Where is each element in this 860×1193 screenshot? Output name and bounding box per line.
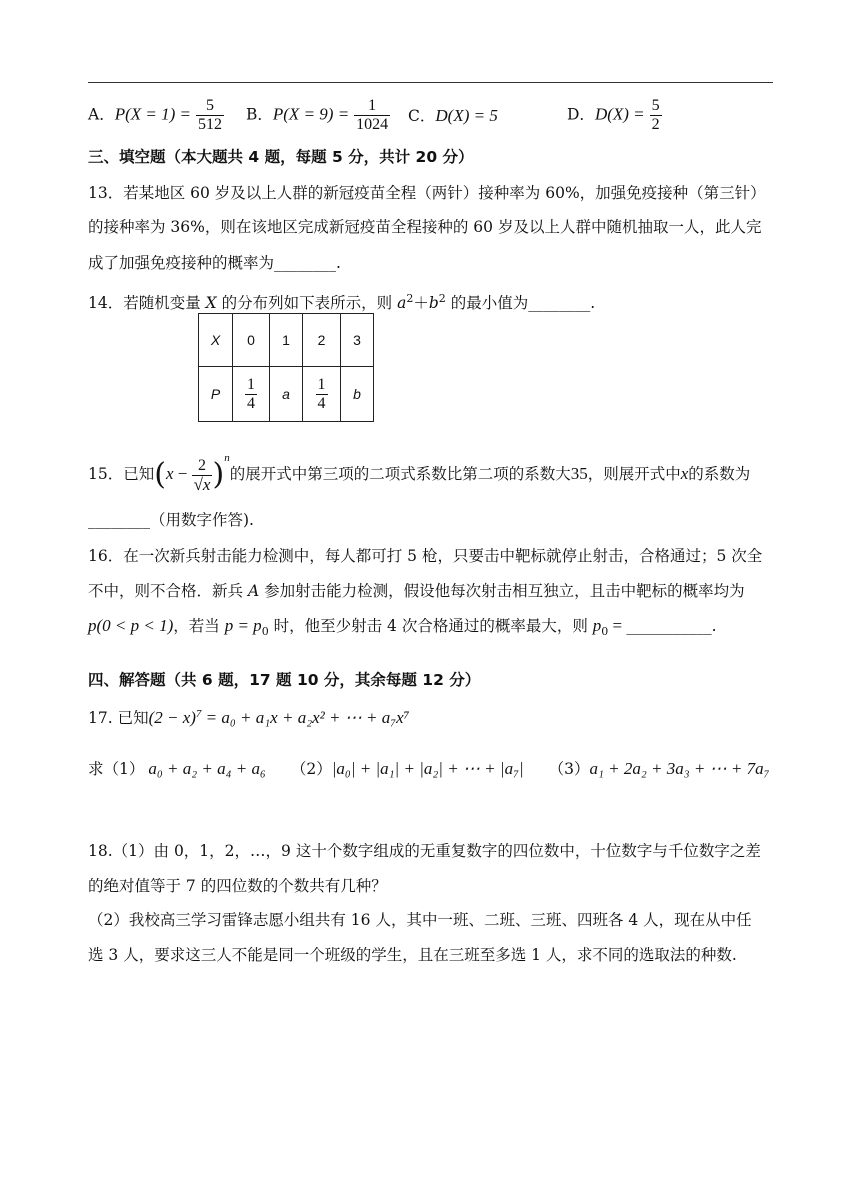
- q15-fraction: $\frac{2}{√x}$: [193, 456, 211, 494]
- table-row: [199, 367, 374, 422]
- distribution-table: [198, 313, 374, 422]
- q15-line-1: 15．已知(x − $\frac{2}{√x}$ )$^n$的展开式中第三项的二项式系数比第二项的系数大35，则展开式中x的系数为: [88, 452, 751, 494]
- table-cell: 2: [303, 314, 341, 367]
- table-cell: b: [341, 367, 374, 422]
- q15-line-2: ________（用数字作答).: [88, 511, 254, 529]
- q13-line-2: 的接种率为 36%，则在该地区完成新冠疫苗全程接种的 60 岁及以上人群中随机抽取一人，此人完: [88, 218, 762, 236]
- table-cell: 3: [341, 314, 374, 367]
- table-cell: $\frac{1}{4}$: [233, 367, 270, 422]
- table-cell: a: [270, 367, 303, 422]
- option-a-fraction: $\frac{5}{512}$: [197, 97, 222, 133]
- q16-line-1: 16．在一次新兵射击能力检测中，每人都可打 5 枪，只要击中靶标就停止射击，合格通过；5 次全: [88, 547, 763, 565]
- q17-statement: 17. 已知$(2 - x)^7 = a_0 + a_1x + a_2x^2$ + ⋯ + a₇x⁷: [88, 708, 410, 728]
- option-c: C．D(X) = 5: [408, 106, 498, 125]
- header-rule: [88, 82, 773, 83]
- q16-line-2: 不中，则不合格．新兵 A 参加射击能力检测，假设他每次射击相互独立，且击中靶标的概率均为: [88, 582, 745, 600]
- q18-line-1: 18.（1）由 0，1，2，…，9 这十个数字组成的无重复数字的四位数中，十位数字与千位数字之差: [88, 842, 761, 860]
- table-cell: X: [199, 314, 233, 367]
- table-cell: 1: [270, 314, 303, 367]
- option-b: B．P(X = 9) = $\frac{1}{1024}$: [246, 97, 389, 133]
- q14-text: 14．若随机变量 X 的分布列如下表所示，则 $a^2+b^2$ 的最小值为________.: [88, 292, 596, 313]
- option-b-fraction: $\frac{1}{1024}$: [356, 97, 389, 133]
- option-d: D．D(X) = $\frac{5}{2}$: [567, 97, 660, 133]
- q16-line-3: p(0 < p < 1)，若当 $p = p_0$ 时，他至少射击 4 次合格通过的概率最大，则 $p_0$ = ___________.: [88, 616, 717, 639]
- table-cell: 0: [233, 314, 270, 367]
- section-3-heading: 三、填空题（本大题共 4 题，每题 5 分，共计 20 分）: [88, 148, 474, 166]
- table-row: [199, 314, 374, 367]
- section-4-heading: 四、解答题（共 6 题，17 题 10 分，其余每题 12 分）: [88, 671, 481, 689]
- table-cell: P: [199, 367, 233, 422]
- table-cell: $\frac{1}{4}$: [303, 367, 341, 422]
- q13-line-1: 13．若某地区 60 岁及以上人群的新冠疫苗全程（两针）接种率为 60%，加强免疫接种（第三针）: [88, 184, 766, 202]
- option-a: A．P(X = 1) = $\frac{5}{512}$: [88, 97, 222, 133]
- q13-line-3: 成了加强免疫接种的概率为________.: [88, 254, 341, 272]
- q18-line-4: 选 3 人，要求这三人不能是同一个班级的学生，且在三班至多选 1 人，求不同的选取法的种数.: [88, 946, 737, 964]
- q18-line-2: 的绝对值等于 7 的四位数的个数共有几种？: [88, 877, 387, 895]
- q18-line-3: （2）我校高三学习雷锋志愿小组共有 16 人，其中一班、二班、三班、四班各 4 人，现在从中任: [88, 911, 752, 929]
- option-d-fraction: $\frac{5}{2}$: [651, 97, 660, 133]
- q17-parts: 求（1） a₀ + a₂ + a₄ + a₆ （2）|a₀| + |a₁| + |a₂| + ⋯ + |a₇| （3）a₁ + 2a₂ + 3a₃ + ⋯ + 7a₇: [88, 759, 770, 778]
